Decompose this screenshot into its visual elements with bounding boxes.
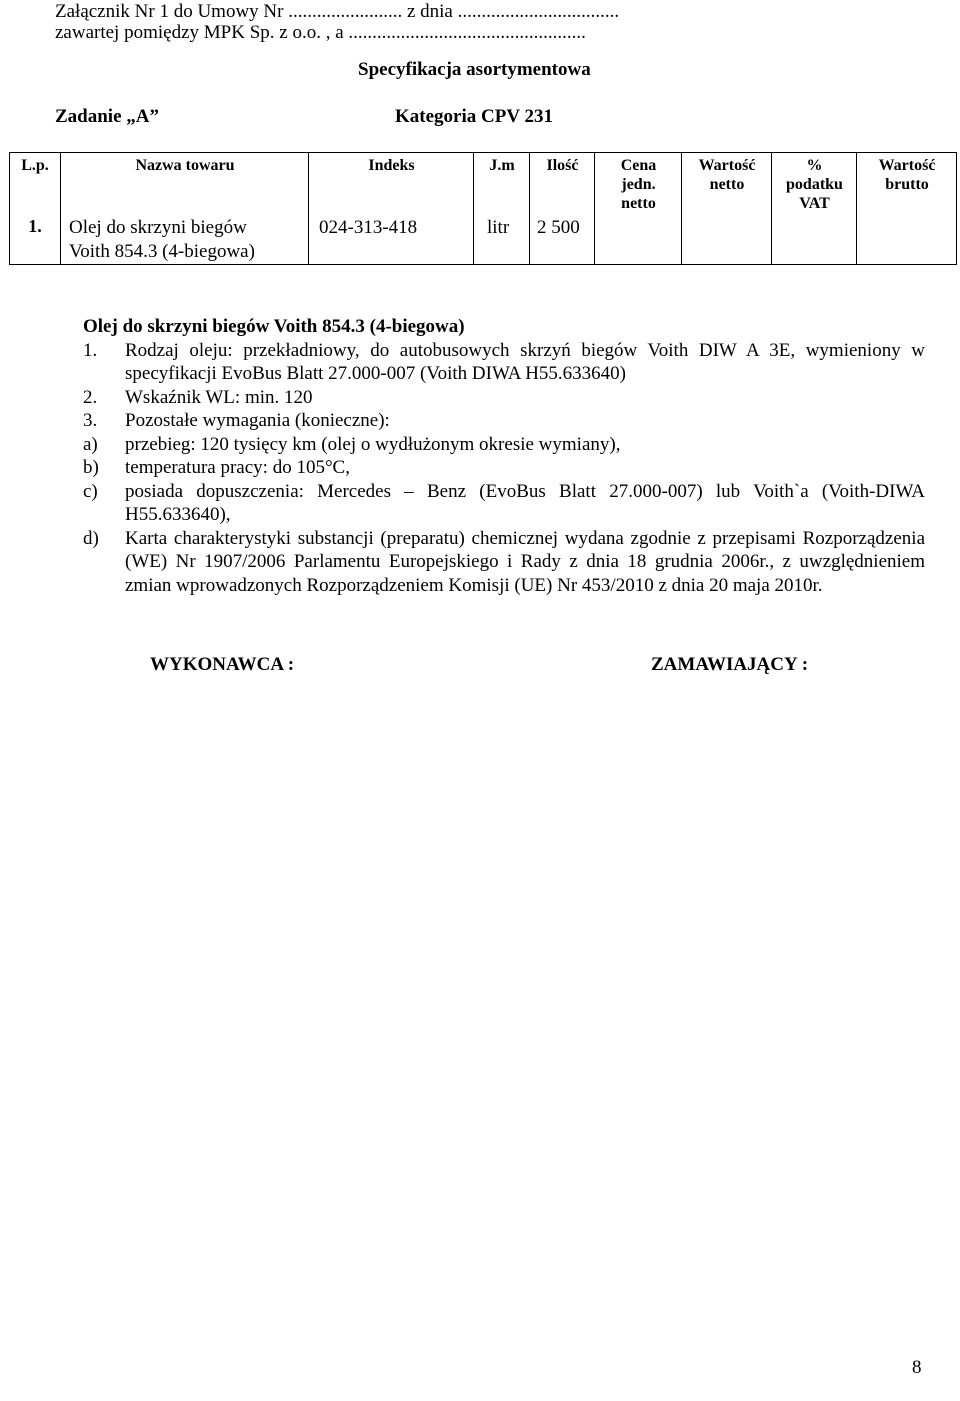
annex-header-line-1: Załącznik Nr 1 do Umowy Nr ........................ z dnia .................................. [55,1,620,22]
document-title: Specyfikacja asortymentowa [358,59,591,80]
spec-sub-item: b) temperatura pracy: do 105°C, [83,457,350,478]
assortment-table [9,152,957,265]
column-header-index: Indeks [368,157,415,174]
column-header-gross-value: Wartość brutto [878,157,936,193]
spec-item: 2. Wskaźnik WL: min. 120 [83,386,313,408]
page-number: 8 [912,1357,922,1378]
annex-header-line-2: zawartej pomiędzy MPK Sp. z o.o. , a .................................................. [55,22,586,43]
spec-sub-item: c) posiada dopuszczenia: Mercedes – Benz (EvoBus Blatt 27.000-007) lub Voith`a (Voith-DIWA H55.633640), [83,480,925,525]
spec-sub-item: a) przebieg: 120 tysięcy km (olej o wydłużonym okresie wymiany), [83,433,621,455]
row-product-name: Olej do skrzyni biegów Voith 854.3 (4-biegowa) [69,217,255,262]
row-index: 024-313-418 [319,217,418,238]
column-header-vat: % podatku VAT [786,157,843,212]
spec-item: 1. Rodzaj oleju: przekładniowy, do autobusowych skrzyń biegów Voith DIW A 3E, wymieniony w specyfikacji EvoBus Blatt 27.000-007 (Voith DIWA H55.633640) [83,339,925,384]
task-label: Zadanie „A” [55,106,159,127]
client-signature-label: ZAMAWIAJĄCY : [651,654,809,675]
column-header-lp: L.p. [21,157,49,174]
product-specification [83,315,925,597]
column-header-name: Nazwa towaru [135,157,235,174]
row-quantity: 2 500 [537,217,580,238]
contractor-signature-label: WYKONAWCA : [150,654,295,675]
spec-item: 3. Pozostałe wymagania (konieczne): [83,410,390,431]
row-unit: litr [487,217,510,238]
category-label: Kategoria CPV 231 [395,106,553,127]
column-header-unit: J.m [489,157,515,174]
spec-sub-item: d) Karta charakterystyki substancji (preparatu) chemicznej wydana zgodnie z przepisami Rozporządzenia (WE) Nr 1907/2006 Parlamentu Europejskiego i Rady z dnia 18 grudnia 2006r., z uwzględnieniem zmian wprowadzonych Rozporządzeniem Komisji (UE) Nr 453/2010 z dnia 20 maja 2010r. [83,527,925,596]
column-header-unit-price: Cena jedn. netto [620,157,657,212]
product-title: Olej do skrzyni biegów Voith 854.3 (4-biegowa) [83,316,465,337]
row-lp: 1. [28,216,42,236]
column-header-net-value: Wartość netto [698,157,756,193]
column-header-quantity: Ilość [546,157,579,174]
